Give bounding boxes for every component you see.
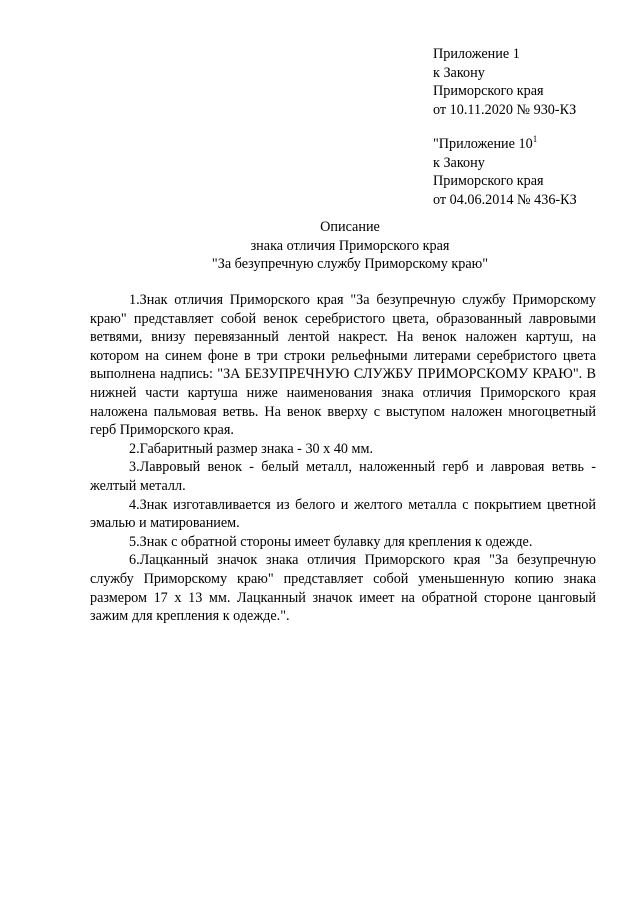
paragraph-2-size: 2.Габаритный размер знака - 30 х 40 мм. bbox=[129, 440, 374, 457]
title-badge-name: "За безупречную службу Приморскому краю" bbox=[211, 256, 489, 272]
paragraph-5-fastening: 5.Знак с обратной стороны имеет булавку для крепления к одежде. bbox=[129, 533, 533, 550]
document-title bbox=[90, 218, 610, 274]
paragraph-4-manufacture: 4.Знак изготавливается из белого и желтого металла с покрытием цветной эмалью и матированием. bbox=[90, 496, 596, 532]
title-heading: Описание bbox=[320, 219, 380, 235]
appendix-region: Приморского края bbox=[433, 83, 544, 99]
document-body bbox=[90, 291, 596, 626]
amended-appendix-region: Приморского края bbox=[433, 173, 544, 189]
title-subject: знака отличия Приморского края bbox=[250, 237, 450, 254]
amended-appendix-title-text: "Приложение 10 bbox=[433, 136, 533, 152]
appendix-header-amended bbox=[433, 135, 633, 209]
amended-appendix-title bbox=[433, 135, 633, 154]
paragraph-1-description: 1.Знак отличия Приморского края "За безупречную службу Приморскому краю" представляет собой венок серебристого цвета, образованный лавровыми ветвями, внизу перевязанный лентой накрест. На венок наложен картуш, на котором на синем фоне в три строки рельефными литерами серебристого цвета выполнена надпись: "ЗА БЕЗУПРЕЧНУЮ СЛУЖБУ ПРИМОРСКОМУ КРАЮ". В нижней части картуша ниже наименования знака отличия Приморского края наложена пальмовая ветвь. На венок вверху с выступом наложен многоцветный герб Приморского края. bbox=[90, 292, 596, 439]
amended-appendix-date-number: от 04.06.2014 № 436-КЗ bbox=[433, 191, 577, 208]
appendix-date-number: от 10.11.2020 № 930-КЗ bbox=[433, 101, 577, 118]
paragraph-3-materials: 3.Лавровый венок - белый металл, наложенный герб и лавровая ветвь - желтый металл. bbox=[90, 459, 596, 494]
paragraph-6-lapel-pin: 6.Лацканный значок знака отличия Приморского края "За безупречную службу Приморскому краю" представляет собой уменьшенную копию знака размером 17 х 13 мм. Лацканный значок имеет на обратной стороне цанговый зажим для крепления к одежде.". bbox=[90, 552, 596, 625]
appendix-law-ref: к Закону bbox=[433, 64, 485, 81]
amended-appendix-law-ref: к Закону bbox=[433, 154, 485, 171]
amended-appendix-superscript: 1 bbox=[532, 134, 538, 144]
appendix-header-current bbox=[433, 45, 633, 119]
appendix-title: Приложение 1 bbox=[433, 46, 520, 62]
